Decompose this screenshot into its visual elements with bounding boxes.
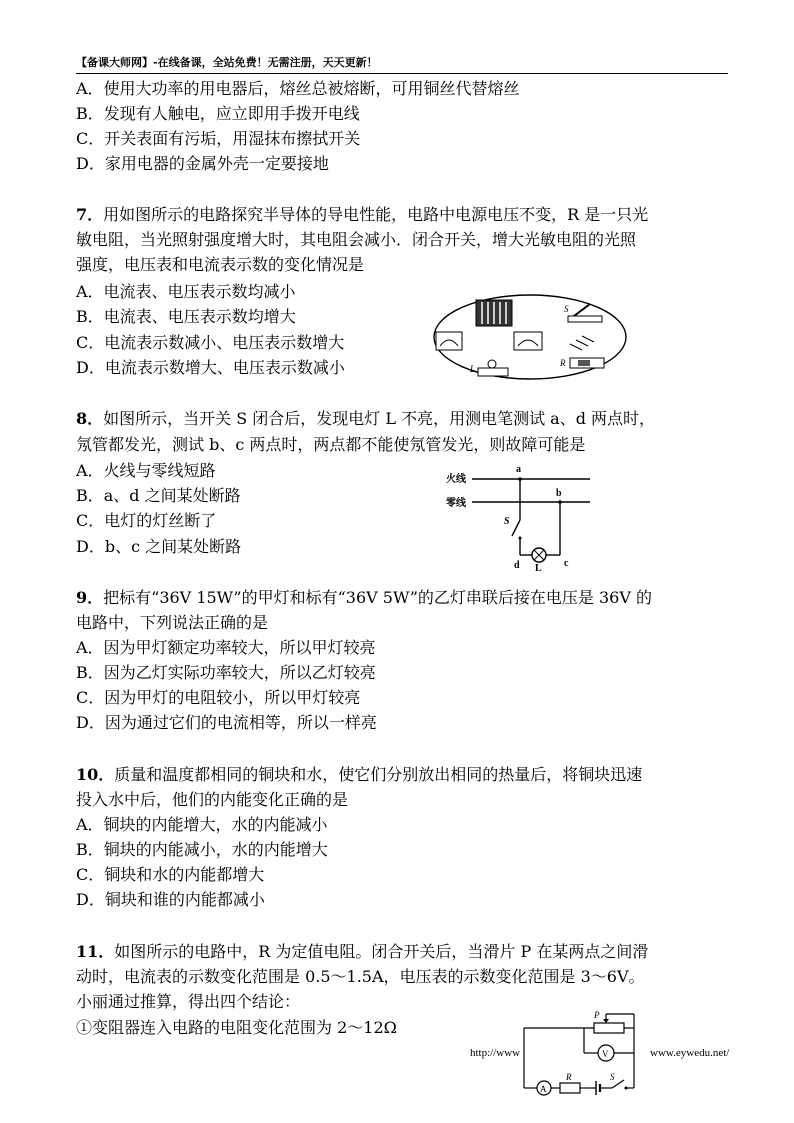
q11-number: 11． (76, 942, 115, 961)
q7-number: 7． (76, 205, 104, 224)
q11-stem-line-3: 小丽通过推算，得出四个结论： (76, 992, 301, 1011)
q9-option-d: D．因为通过它们的电流相等，所以一样亮 (76, 713, 377, 732)
q8-lamp-icon (532, 548, 546, 562)
q10-stem-line-2: 投入水中后，他们的内能变化正确的是 (76, 790, 349, 809)
q8-circuit-figure (446, 462, 596, 572)
q8-point-d: d (514, 560, 520, 571)
q7-stem-text-1: 用如图所示的电路探究半导体的导电性能，电路中电源电压不变，R 是一只光 (103, 205, 649, 224)
q8-stem-line-1 (76, 407, 655, 431)
q7-option-d: D．电流表示数增大、电压表示数减小 (76, 358, 345, 377)
footer-url-right: www.eywedu.net/ (650, 1047, 730, 1059)
q10-option-d: D．铜块和谁的内能都减小 (76, 890, 265, 909)
q8-point-a: a (516, 464, 521, 475)
q7-option-b: B．电流表、电压表示数均增大 (76, 307, 296, 326)
q10-option-a: A．铜块的内能增大，水的内能减小 (76, 815, 328, 834)
q7-option-a: A．电流表、电压表示数均减小 (76, 282, 296, 301)
q6-option-b: B．发现有人触电，应立即用手拨开电线 (76, 104, 360, 123)
q8-lamp-label: L (535, 563, 542, 572)
q9-option-c: C．因为甲灯的电阻较小，所以甲灯较亮 (76, 688, 361, 707)
q9-option-b: B．因为乙灯实际功率较大，所以乙灯较亮 (76, 663, 376, 682)
q11-circuit-figure (514, 1008, 644, 1108)
q9-stem-line-1 (76, 586, 652, 610)
fixed-resistor-icon (560, 1083, 580, 1093)
ammeter-icon (436, 332, 462, 350)
q6-option-a: A．使用大功率的用电器后，熔丝总被熔断，可用铜丝代替熔丝 (76, 79, 520, 98)
q7-circuit-figure (430, 292, 630, 384)
q8-point-c: c (564, 558, 569, 569)
voltmeter-icon (514, 332, 542, 350)
q7-resistor-label: R (560, 358, 566, 368)
light-rays-icon (570, 336, 594, 350)
q9-number: 9． (76, 588, 104, 607)
lamp-icon (478, 360, 508, 376)
q8-stem-line-2: 氖管都发光，测试 b、c 两点时，两点都不能使氖管发光，则故障可能是 (76, 435, 586, 454)
q8-option-a: A．火线与零线短路 (76, 461, 216, 480)
q10-stem-text-1: 质量和温度都相同的铜块和水，使它们分别放出相同的热量后，将铜块迅速 (114, 765, 643, 784)
photoresistor-icon (570, 358, 604, 368)
q11-switch-label: S (610, 1072, 615, 1082)
q11-resistor-label: R (566, 1072, 572, 1082)
q8-option-d: D．b、c 之间某处断路 (76, 537, 242, 556)
footer-url-left: http://www (470, 1047, 521, 1059)
q6-option-c: C．开关表面有污垢，用湿抹布擦拭开关 (76, 129, 361, 148)
q8-switch-icon (512, 520, 522, 540)
q11-conclusion-1: ①变阻器连入电路的电阻变化范围为 2～12Ω (76, 1018, 397, 1037)
q8-number: 8． (76, 409, 104, 428)
q7-stem-line-1 (76, 203, 648, 227)
q11-voltmeter-label: V (602, 1049, 609, 1059)
q9-option-a: A．因为甲灯额定功率较大，所以甲灯较亮 (76, 638, 376, 657)
battery-icon (596, 1081, 600, 1095)
q10-stem-line-1 (76, 763, 642, 787)
q7-lamp-label: L (470, 364, 476, 374)
q7-stem-line-3: 强度，电压表和电流表示数的变化情况是 (76, 255, 365, 274)
q7-switch-label: S (564, 304, 569, 314)
q8-option-c: C．电灯的灯丝断了 (76, 511, 217, 530)
q6-option-d: D．家用电器的金属外壳一定要接地 (76, 154, 329, 173)
q11-stem-line-2: 动时，电流表的示数变化范围是 0.5～1.5A，电压表的示数变化范围是 3～6V。 (76, 967, 645, 986)
q8-option-b: B．a、d 之间某处断路 (76, 486, 241, 505)
battery-icon (476, 300, 512, 326)
q11-ammeter-label: A (540, 1084, 547, 1094)
q7-stem-line-2: 敏电阻，当光照射强度增大时，其电阻会减小．闭合开关，增大光敏电阻的光照 (76, 230, 637, 249)
q7-option-c: C．电流表示数减小、电压表示数增大 (76, 333, 345, 352)
q8-stem-text-1: 如图所示，当开关 S 闭合后，发现电灯 L 不亮，用测电笔测试 a、d 两点时， (103, 409, 656, 428)
q11-stem-text-1: 如图所示的电路中，R 为定值电阻。闭合开关后，当滑片 P 在某两点之间滑 (114, 942, 649, 961)
q8-neutral-wire-label: 零线 (446, 498, 466, 509)
ammeter-icon (537, 1081, 551, 1095)
q8-live-wire-label: 火线 (446, 474, 466, 485)
q10-option-c: C．铜块和水的内能都增大 (76, 865, 265, 884)
q9-stem-text-1: 把标有“36V 15W”的甲灯和标有“36V 5W”的乙灯串联后接在电压是 36V 的 (103, 588, 652, 607)
q8-point-b: b (556, 488, 562, 499)
page-header: 【备课大师网】-在线备课，全站免费！无需注册，天天更新！ (76, 56, 728, 74)
q9-stem-line-2: 电路中，下列说法正确的是 (76, 613, 269, 632)
q8-switch-label: S (504, 516, 510, 527)
q10-option-b: B．铜块的内能减小，水的内能增大 (76, 840, 328, 859)
q11-stem-line-1 (76, 940, 648, 964)
q10-number: 10． (76, 765, 115, 784)
q11-slider-label: P (594, 1010, 600, 1020)
voltmeter-icon (598, 1045, 614, 1061)
